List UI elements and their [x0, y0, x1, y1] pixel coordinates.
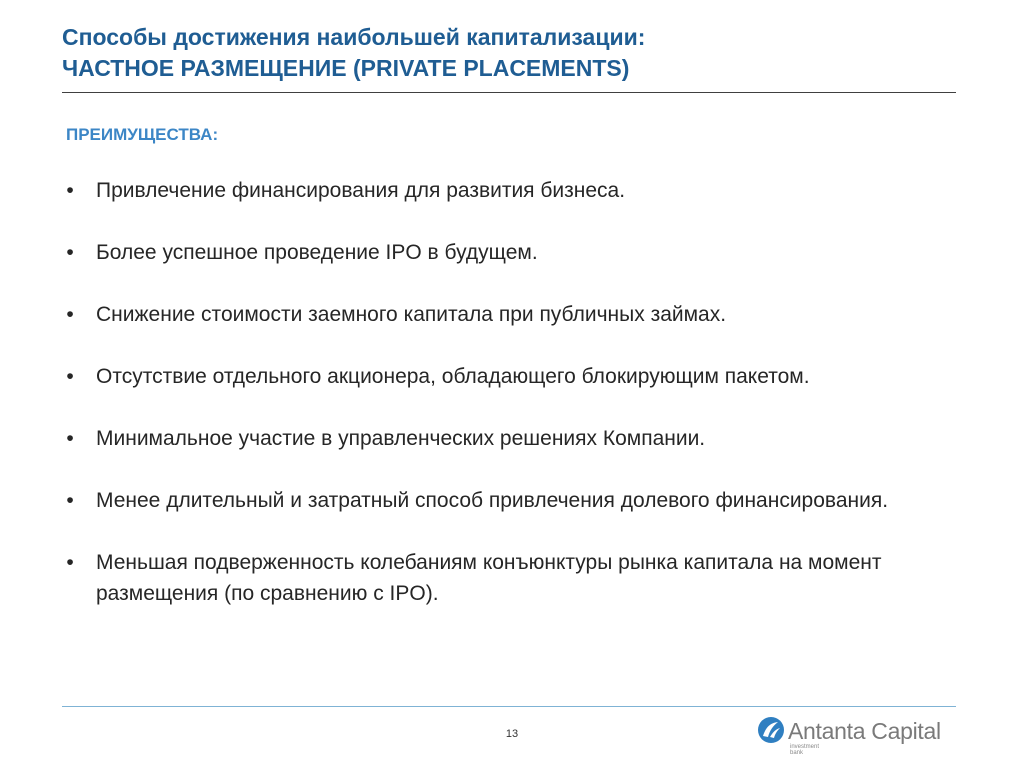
logo-name: Antanta Capital [788, 718, 941, 744]
list-item-text: Привлечение финансирования для развития бизнеса. [96, 179, 626, 202]
list-item [62, 237, 952, 268]
bullet-icon: • [66, 365, 74, 388]
logo-subtitle [790, 744, 830, 756]
company-logo [757, 716, 957, 760]
footer-divider [62, 706, 956, 707]
page-number: 13 [505, 728, 519, 740]
bullet-icon: • [66, 303, 74, 326]
bullet-icon: • [66, 241, 74, 264]
advantages-list [62, 175, 952, 609]
logo-subtitle-line-2: bank [790, 750, 804, 756]
bullet-icon: • [66, 427, 74, 450]
list-item [62, 547, 952, 609]
header-divider [62, 92, 956, 93]
slide-title [62, 22, 962, 84]
bullet-icon: • [66, 551, 74, 574]
logo-subtitle-line-1: investment [790, 744, 820, 750]
list-item [62, 361, 952, 392]
bullet-icon: • [66, 489, 74, 512]
list-item-text: Снижение стоимости заемного капитала при публичных займах. [96, 303, 727, 326]
slide-title-line-2: ЧАСТНОЕ РАЗМЕЩЕНИЕ (PRIVATE PLACEMENTS) [62, 55, 630, 81]
section-heading: ПРЕИМУЩЕСТВА: [66, 125, 219, 144]
list-item-text: Более успешное проведение IPO в будущем. [96, 241, 538, 264]
list-item [62, 299, 952, 330]
list-item [62, 485, 952, 516]
list-item [62, 175, 952, 206]
list-item-text: Минимальное участие в управленческих решениях Компании. [96, 427, 706, 450]
list-item-text: Отсутствие отдельного акционера, обладающего блокирующим пакетом. [96, 365, 810, 388]
list-item [62, 423, 952, 454]
slide-title-line-1: Способы достижения наибольшей капитализации: [62, 24, 646, 50]
antanta-logo-mark-icon [757, 716, 785, 744]
list-item-text: Менее длительный и затратный способ привлечения долевого финансирования. [96, 489, 889, 512]
list-item-text: Меньшая подверженность колебаниям конъюнктуры рынка капитала на момент размещения (по сравнению с IPO). [96, 551, 882, 605]
bullet-icon: • [66, 179, 74, 202]
